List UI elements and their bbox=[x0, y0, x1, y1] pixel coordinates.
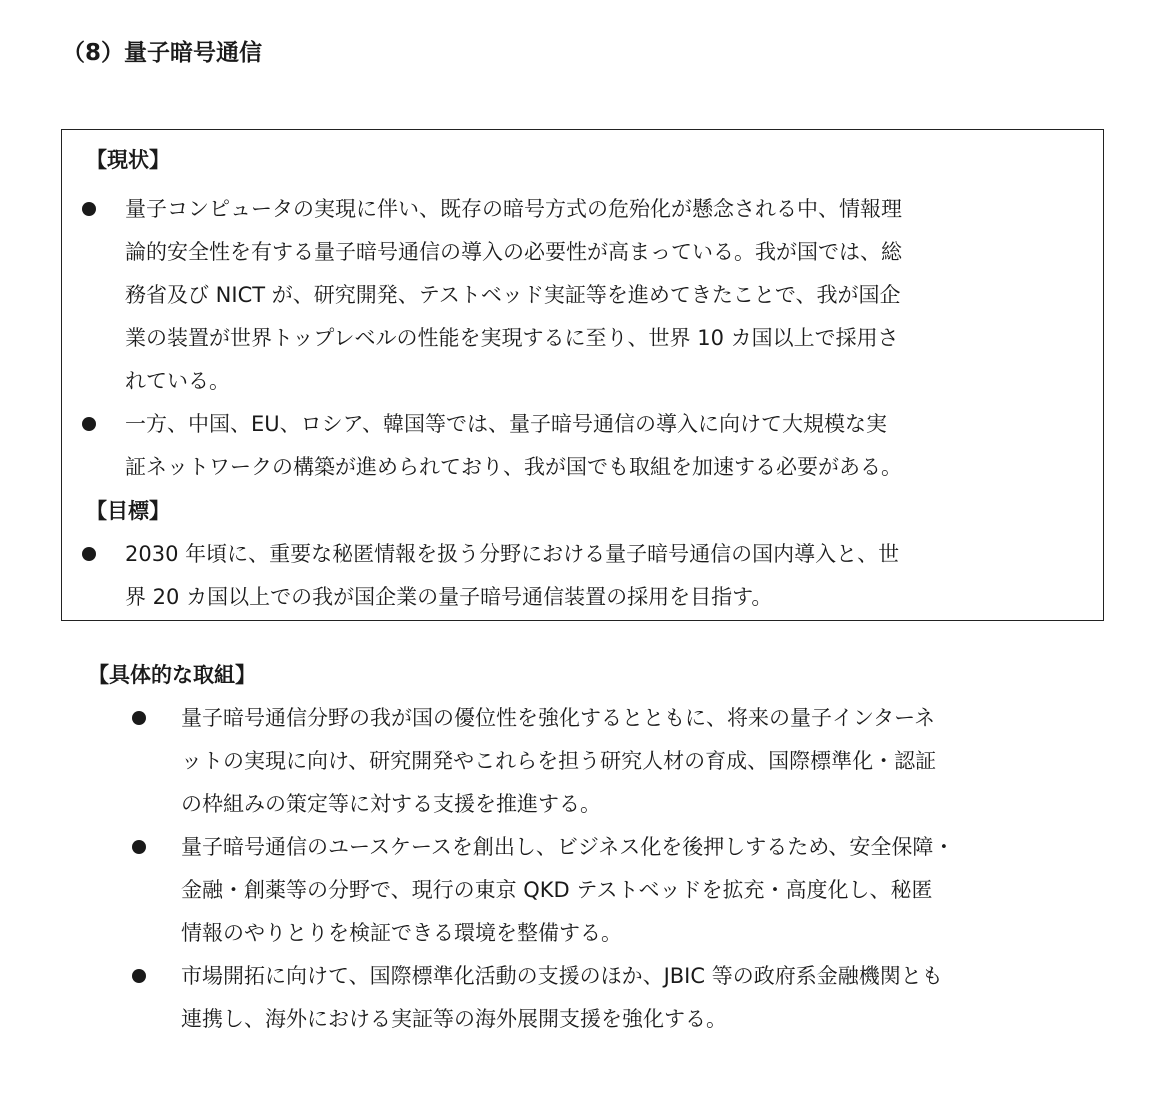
initiative-item-1-line-1: 量子暗号通信分野の我が国の優位性を強化するとともに、将来の量子インターネ bbox=[181, 706, 936, 730]
status-item-1-line-5: れている。 bbox=[125, 369, 230, 393]
initiative-item-1-line-2: ットの実現に向け、研究開発やこれらを担う研究人材の育成、国際標準化・認証 bbox=[181, 749, 937, 773]
bullet-icon bbox=[82, 547, 96, 561]
status-item-1-line-3: 務省及び NICT が、研究開発、テストベッド実証等を進めてきたことで、我が国企 bbox=[125, 283, 901, 307]
initiative-item-3-line-1: 市場開拓に向けて、国際標準化活動の支援のほか、JBIC 等の政府系金融機関とも bbox=[181, 964, 943, 988]
bullet-icon bbox=[132, 969, 146, 983]
initiatives-heading: 【具体的な取組】 bbox=[88, 663, 256, 687]
initiative-item-2-line-1: 量子暗号通信のユースケースを創出し、ビジネス化を後押しするため、安全保障・ bbox=[181, 835, 955, 859]
bullet-icon bbox=[82, 417, 96, 431]
status-item-2-line-1: 一方、中国、EU、ロシア、韓国等では、量子暗号通信の導入に向けて大規模な実 bbox=[125, 412, 887, 436]
section-title: （8）量子暗号通信 bbox=[62, 40, 263, 66]
bullet-icon bbox=[132, 840, 146, 854]
status-item-2-line-2: 証ネットワークの構築が進められており、我が国でも取組を加速する必要がある。 bbox=[125, 455, 902, 479]
status-item-1-line-1: 量子コンピュータの実現に伴い、既存の暗号方式の危殆化が懸念される中、情報理 bbox=[125, 197, 902, 221]
goal-item-1-line-1: 2030 年頃に、重要な秘匿情報を扱う分野における量子暗号通信の国内導入と、世 bbox=[125, 542, 900, 566]
initiative-item-1-line-3: の枠組みの策定等に対する支援を推進する。 bbox=[181, 792, 601, 816]
initiative-item-3-line-2: 連携し、海外における実証等の海外展開支援を強化する。 bbox=[181, 1007, 727, 1031]
bullet-icon bbox=[82, 202, 96, 216]
initiative-item-2-line-3: 情報のやりとりを検証できる環境を整備する。 bbox=[181, 921, 622, 945]
status-heading: 【現状】 bbox=[86, 148, 170, 172]
status-item-1-line-2: 論的安全性を有する量子暗号通信の導入の必要性が高まっている。我が国では、総 bbox=[125, 240, 902, 264]
status-item-1-line-4: 業の装置が世界トップレベルの性能を実現するに至り、世界 10 カ国以上で採用さ bbox=[125, 326, 899, 350]
initiative-item-2-line-2: 金融・創薬等の分野で、現行の東京 QKD テストベッドを拡充・高度化し、秘匿 bbox=[181, 878, 933, 902]
goal-heading: 【目標】 bbox=[86, 499, 170, 523]
bullet-icon bbox=[132, 711, 146, 725]
goal-item-1-line-2: 界 20 カ国以上での我が国企業の量子暗号通信装置の採用を目指す。 bbox=[125, 585, 773, 609]
